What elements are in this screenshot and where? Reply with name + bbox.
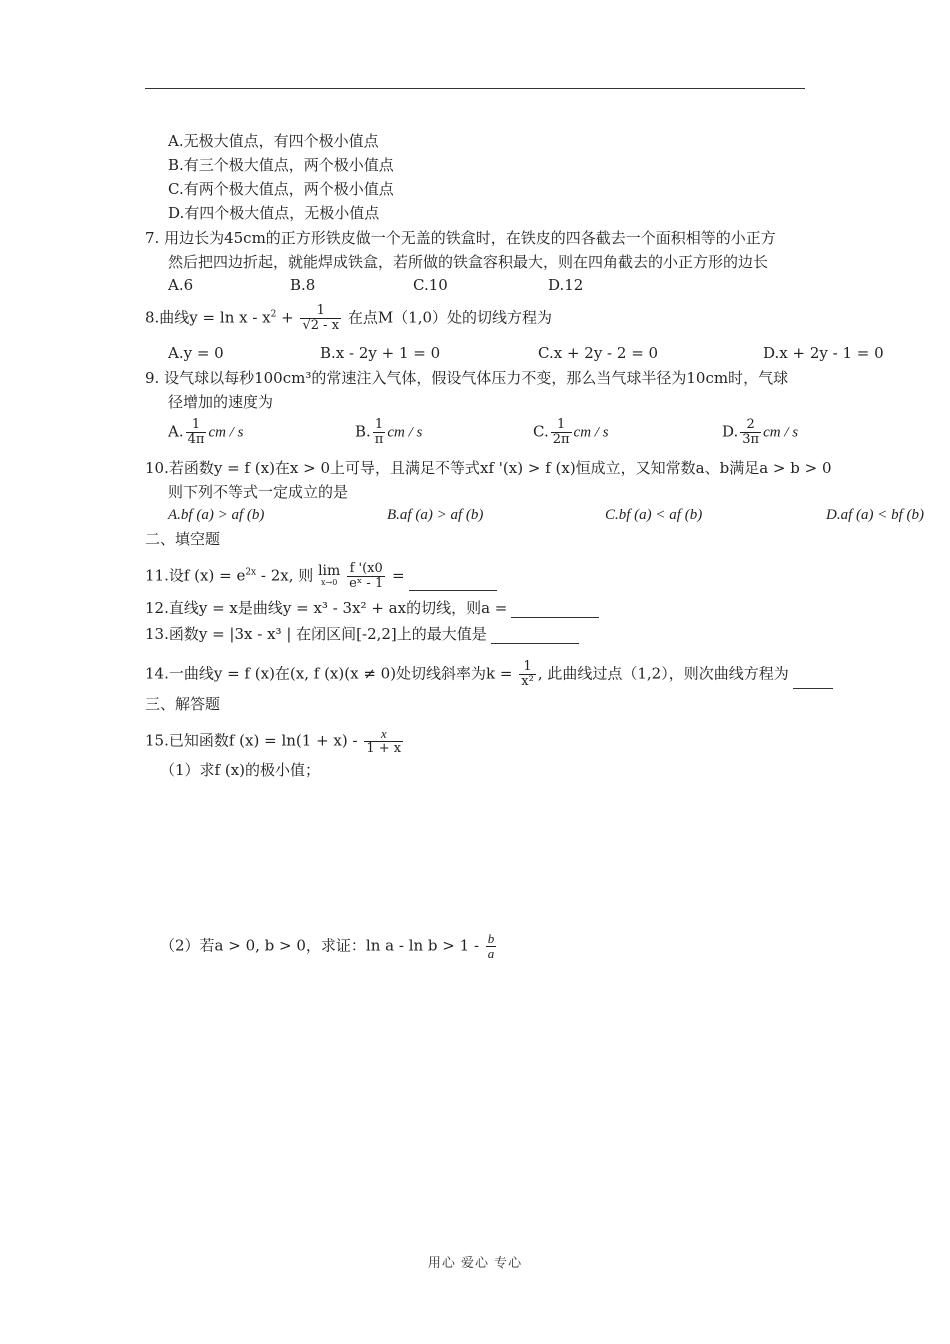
q6-option-d: D.有四个极大值点，无极小值点	[168, 204, 380, 222]
q8-sup: 2	[270, 309, 277, 320]
q8-option-d: D.x + 2y - 1 = 0	[763, 344, 884, 362]
q9-stem-line2: 径增加的速度为	[168, 393, 274, 411]
q15-stem	[145, 727, 405, 756]
q9-option-d-label: D.	[722, 422, 739, 441]
q6-option-a: A.无极大值点，有四个极小值点	[168, 132, 379, 150]
q14-suffix: , 此曲线过点（1,2），则次曲线方程为	[537, 664, 789, 683]
q9-option-c-num: 1	[551, 418, 572, 433]
q11-lim-sub: x→0	[321, 577, 338, 587]
q15-part2-num: b	[487, 931, 495, 946]
q14-stem	[145, 660, 833, 689]
q11-mid: - 2x, 则	[256, 566, 314, 585]
q13-text: 13.函数y = |3x - x³ | 在闭区间[-2,2]上的最大值是	[145, 625, 487, 643]
q7-stem-line1: 7. 用边长为45cm的正方形铁皮做一个无盖的铁盒时，在铁皮的四各截去一个面积相等的小正方	[145, 229, 776, 247]
q13-stem	[145, 624, 579, 644]
q14-fraction	[519, 660, 536, 689]
q12-stem	[145, 598, 599, 618]
page-footer: 用心 爱心 专心	[427, 1256, 523, 1271]
q8-option-a: A.y = 0	[168, 344, 224, 362]
q15-part1: （1）求f (x)的极小值；	[160, 761, 321, 779]
q9-option-c-den: 2π	[552, 432, 570, 447]
q11-stem	[145, 562, 497, 591]
q9-option-a-den: 4π	[187, 432, 205, 447]
q15-frac-den: 1 + x	[366, 741, 402, 756]
q9-option-b-num: 1	[373, 418, 386, 433]
q10-option-a: A.bf (a) > af (b)	[168, 507, 265, 523]
q13-answer-blank[interactable]	[491, 629, 579, 644]
q11-eq: =	[387, 566, 405, 585]
q8-plus: +	[276, 308, 299, 327]
q8-fraction	[300, 304, 341, 333]
q10-stem-line2: 则下列不等式一定成立的是	[168, 483, 349, 501]
q10-option-c: C.bf (a) < af (b)	[605, 507, 703, 523]
q9-option-b-frac	[373, 418, 386, 447]
q9-option-a-num: 1	[186, 418, 207, 433]
q9-option-b	[355, 418, 422, 447]
q9-option-d-frac	[740, 418, 761, 447]
q9-option-c-frac	[551, 418, 572, 447]
q9-option-b-label: B.	[355, 422, 371, 441]
q9-option-c-label: C.	[533, 422, 549, 441]
q9-option-d-unit: cm / s	[763, 424, 799, 441]
q15-frac-num: x	[364, 727, 403, 742]
q8-frac-den: √2 - x	[302, 318, 340, 333]
q7-option-a: A.6	[168, 276, 194, 294]
q11-fraction	[347, 562, 385, 591]
q14-frac-den: x²	[521, 674, 534, 689]
q12-answer-blank[interactable]	[511, 603, 599, 618]
q15-prefix: 15.已知函数f (x) = ln(1 + x) -	[145, 731, 358, 750]
q11-lim: lim	[318, 562, 341, 579]
q9-option-c-unit: cm / s	[573, 424, 609, 441]
q9-option-c	[533, 418, 609, 447]
q9-option-a-unit: cm / s	[208, 424, 244, 441]
q8-suffix: 在点M（1,0）处的切线方程为	[347, 308, 553, 327]
q7-option-b: B.8	[290, 276, 316, 294]
section-fill-in-heading: 二、填空题	[145, 530, 221, 548]
q9-option-d	[722, 418, 798, 447]
q7-option-d: D.12	[548, 276, 584, 294]
q14-prefix: 14.一曲线y = f (x)在(x, f (x)(x ≠ 0)处切线斜率为k =	[145, 664, 513, 683]
q7-option-c: C.10	[413, 276, 448, 294]
q11-limit	[318, 562, 341, 589]
q8-stem	[145, 304, 552, 333]
q9-option-b-unit: cm / s	[387, 424, 423, 441]
q15-fraction	[364, 727, 403, 756]
q14-answer-blank[interactable]	[793, 674, 833, 689]
q8-prefix: 8.曲线y = ln x - x	[145, 308, 271, 327]
q9-option-d-num: 2	[740, 418, 761, 433]
q11-frac-num: f '(x0	[347, 562, 385, 577]
q15-part2-fraction	[486, 932, 497, 961]
q11-frac-den: eˣ - 1	[349, 576, 384, 591]
q9-option-d-den: 3π	[742, 432, 760, 447]
q11-answer-blank[interactable]	[409, 576, 497, 591]
q9-option-a-label: A.	[168, 422, 184, 441]
q9-stem-line1: 9. 设气球以每秒100cm³的常速注入气体，假设气体压力不变，那么当气球半径为10cm时，气球	[145, 369, 789, 387]
q6-option-b: B.有三个极大值点，两个极小值点	[168, 156, 394, 174]
q10-stem-line1: 10.若函数y = f (x)在x > 0上可导，且满足不等式xf '(x) > f (x)恒成立，又知常数a、b满足a > b > 0	[145, 459, 832, 477]
q8-frac-num: 1	[300, 304, 341, 319]
q10-option-b: B.af (a) > af (b)	[387, 507, 484, 523]
q15-part2	[160, 932, 498, 961]
q9-option-b-den: π	[374, 432, 384, 447]
q15-part2-prefix: （2）若a > 0, b > 0，求证：ln a - ln b > 1 -	[160, 936, 480, 955]
q9-option-a-frac	[186, 418, 207, 447]
q12-text: 12.直线y = x是曲线y = x³ - 3x² + ax的切线，则a =	[145, 599, 508, 617]
header-rule	[145, 88, 805, 89]
section-answer-heading: 三、解答题	[145, 695, 221, 713]
q7-stem-line2: 然后把四边折起，就能焊成铁盒，若所做的铁盒容积最大，则在四角截去的小正方形的边长	[168, 253, 769, 271]
q11-sup: 2x	[245, 567, 257, 578]
q11-prefix: 11.设f (x) = e	[145, 566, 246, 585]
q14-frac-num: 1	[519, 660, 536, 675]
q6-option-c: C.有两个极大值点，两个极小值点	[168, 180, 394, 198]
q8-option-c: C.x + 2y - 2 = 0	[538, 344, 659, 362]
q9-option-a	[168, 418, 243, 447]
q8-option-b: B.x - 2y + 1 = 0	[320, 344, 441, 362]
q10-option-d: D.af (a) < bf (b)	[826, 507, 925, 523]
q15-part2-den: a	[487, 946, 495, 961]
